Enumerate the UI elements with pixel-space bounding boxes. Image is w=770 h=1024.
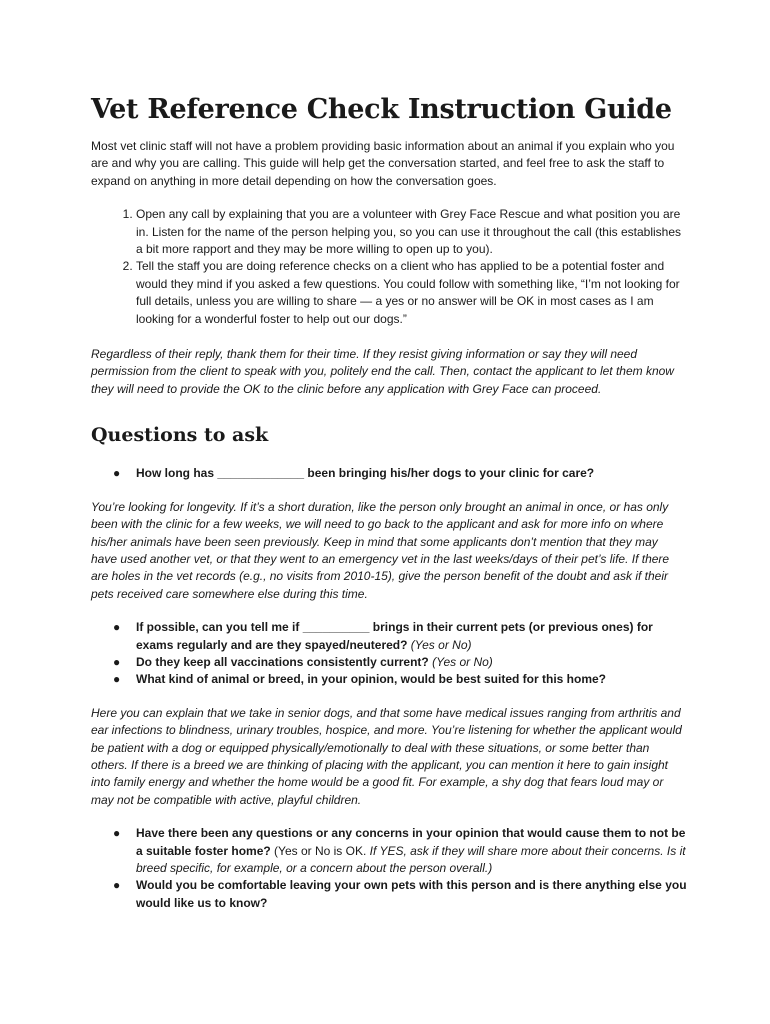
senior-paragraph: Here you can explain that we take in senior dogs, and that some have medical issues ranging from arthritis and ear infections to blindness, urinary troubles, hospice, and more. You’re listening for whether the applicant would be patient with a dog or equipped physically/emotionally to deal with these situations, or some better than others. If there is a breed we are thinking of placing with the applicant, you can mention it here to gain insight into family energy and whether the home would be a good fit. For example, a shy dog that fears loud may or may not be compatible with active, playful children. [91, 705, 682, 807]
question-text: Would you be comfortable leaving your own pets with this person and is there anything else you would like us to know? [136, 878, 687, 910]
step-item: 1. Open any call by explaining that you are a volunteer with Grey Face Rescue and what position you are in. Listen for the name of the person helping you, so you can use it throughout the call (this establishes a bit more rapport and they may be more willing to open up to you). [136, 206, 687, 258]
answer-hint: (Yes or No) [432, 654, 493, 669]
question-item [91, 465, 687, 482]
longevity-paragraph: You’re looking for longevity. If it’s a short duration, like the person only brought an animal in once, or has only been with the clinic for a few weeks, we will need to go back to the applicant and ask for more info on where his/her animals have been seen previously. Keep in mind that some applicants don’t mention that they may have used another vet, or that they went to an emergency vet in the last weeks/days of their pet’s life. If there are holes in the vet records (e.g., no visits from 2010-15), give the person benefit of the doubt and ask if their pets received care somewhere else during this time. [91, 499, 670, 601]
question-item [91, 671, 687, 688]
question-item [91, 619, 687, 654]
answer-hint: (Yes or No is OK. [274, 843, 367, 858]
question-item [91, 877, 687, 912]
bullet-icon: ● [113, 878, 121, 893]
followup-hint: If YES, ask if they will share more about their concerns. Is it breed specific, for example, or a concern about the person overall.) [136, 843, 686, 875]
step-item: 2. Tell the staff you are doing reference checks on a client who has applied to be a potential foster and would they mind if you asked a few questions. You could follow with something like, “I’m not looking for full details, unless you are willing to share — a yes or no answer will be OK in most cases as I am looking for a wonderful foster to help out our dogs.” [136, 258, 687, 328]
document-title: Vet Reference Check Instruction Guide [91, 94, 672, 125]
document-page [91, 92, 687, 912]
call-steps-list [91, 206, 687, 328]
bullet-icon: ● [113, 654, 121, 669]
question-list-3 [91, 825, 687, 912]
question-text: How long has _____________ been bringing his/her dogs to your clinic for care? [136, 466, 595, 481]
question-list-2 [91, 619, 687, 689]
question-text: Have there been any questions or any concerns in your opinion that would cause them to not be a suitable foster home? [136, 826, 686, 858]
intro-paragraph: Most vet clinic staff will not have a problem providing basic information about an animal if you explain who you are and why you are calling. This guide will help get the conversation started, and feel free to ask the staff to expand on anything in more detail depending on how the conversation goes. [91, 139, 675, 188]
question-item [91, 654, 687, 671]
bullet-icon: ● [113, 620, 121, 635]
question-text: What kind of animal or breed, in your opinion, would be best suited for this home? [136, 672, 607, 687]
question-item [91, 825, 687, 877]
answer-hint: (Yes or No) [410, 637, 472, 652]
regardless-paragraph: Regardless of their reply, thank them for their time. If they resist giving information or say they will need permission from the client to speak with you, politely end the call. Then, contact the applicant to let them know they will need to provide the OK to the clinic before any application with Grey Face can proceed. [91, 347, 674, 396]
questions-heading: Questions to ask [91, 424, 269, 447]
bullet-icon: ● [113, 826, 121, 841]
question-text: If possible, can you tell me if __________ brings in their current pets (or previous ones) for exams regularly and are they spayed/neutered? [136, 620, 653, 652]
question-text: Do they keep all vaccinations consistently current? [136, 654, 429, 669]
bullet-icon: ● [113, 672, 121, 687]
question-list-1 [91, 465, 687, 482]
bullet-icon: ● [113, 466, 121, 481]
